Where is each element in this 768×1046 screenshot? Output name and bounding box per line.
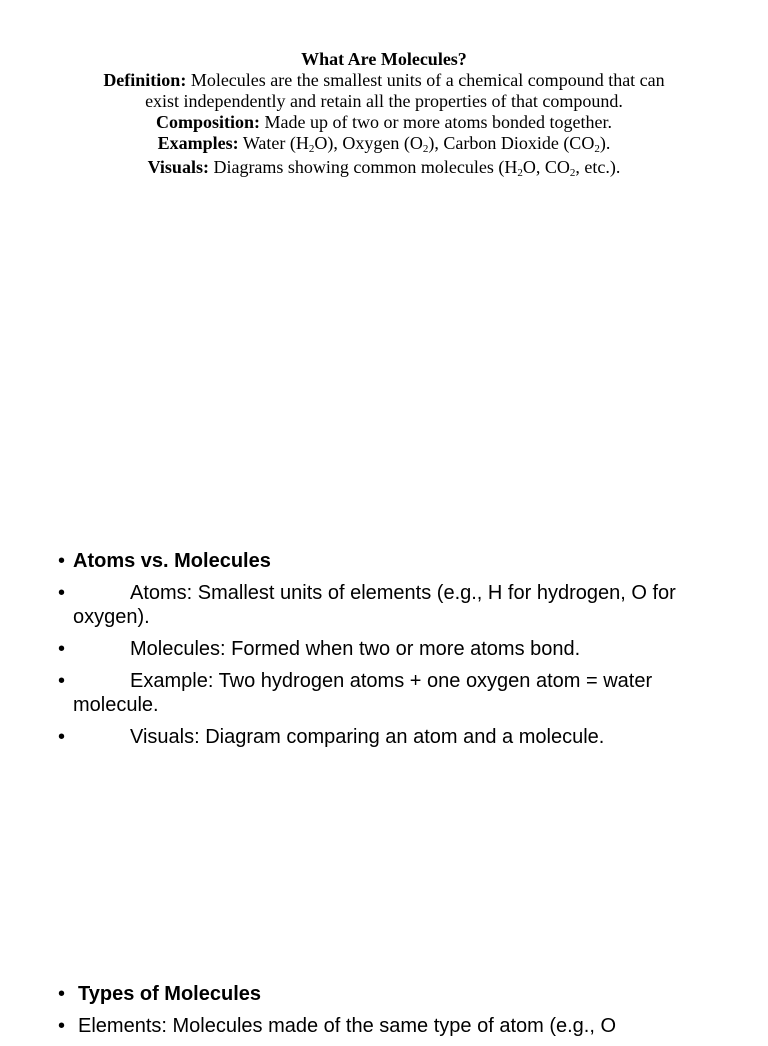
- examples-text-2: O), Oxygen (O: [314, 133, 423, 153]
- list-item: [58, 725, 718, 749]
- list-heading: Atoms vs. Molecules: [73, 550, 271, 572]
- composition-text: Made up of two or more atoms bonded together.: [260, 112, 612, 132]
- subscript: 2: [422, 143, 429, 155]
- examples-text-1: Water (H: [238, 133, 309, 153]
- list-item-text: Example: Two hydrogen atoms + one oxygen atom = water molecule.: [73, 670, 653, 716]
- visuals-text-2: O, CO: [522, 157, 570, 177]
- bullet-icon: •: [58, 638, 66, 660]
- list-item-text: Visuals: Diagram comparing an atom and a molecule.: [130, 726, 605, 748]
- subscript: 2: [517, 167, 523, 179]
- bullet-icon: •: [58, 726, 66, 748]
- visuals-paragraph: [100, 157, 668, 181]
- list-item: [58, 1014, 718, 1038]
- bullet-icon: •: [58, 1015, 66, 1037]
- visuals-text-1: Diagrams showing common molecules (H: [208, 157, 518, 177]
- visuals-label: Visuals:: [147, 157, 209, 177]
- examples-text-3: ), Carbon Dioxide (CO: [428, 133, 595, 153]
- list-item-text: Molecules: Formed when two or more atoms bond.: [130, 638, 581, 660]
- list-item-text: Atoms: Smallest units of elements (e.g., H for hydrogen, O for oxygen).: [73, 582, 676, 628]
- list-item: [58, 581, 718, 629]
- composition-paragraph: [100, 112, 668, 133]
- section-title: What Are Molecules?: [301, 49, 467, 69]
- molecules-definition-section: [100, 49, 668, 181]
- examples-paragraph: [100, 133, 668, 157]
- list-heading: Types of Molecules: [78, 983, 262, 1005]
- bullet-icon: •: [58, 983, 66, 1005]
- visuals-text-3: , etc.).: [575, 157, 621, 177]
- bullet-icon: •: [58, 582, 66, 604]
- examples-label: Examples:: [157, 133, 239, 153]
- list-item: [58, 669, 718, 717]
- types-of-molecules-list: [58, 982, 718, 1046]
- definition-paragraph: [100, 70, 668, 112]
- subscript: 2: [594, 143, 600, 155]
- definition-label: Definition:: [103, 70, 187, 90]
- subscript: 2: [569, 167, 576, 179]
- examples-text-4: ).: [599, 133, 611, 153]
- composition-label: Composition:: [156, 112, 261, 132]
- atoms-vs-molecules-list: [58, 549, 718, 757]
- list-item: [58, 637, 718, 661]
- list-heading-item: [58, 982, 718, 1006]
- definition-text: Molecules are the smallest units of a chemical compound that can exist independently and retain all the properties of that compound.: [145, 70, 665, 111]
- subscript: 2: [308, 143, 315, 155]
- bullet-icon: •: [58, 670, 66, 692]
- list-heading-item: [58, 549, 718, 573]
- bullet-icon: •: [58, 550, 66, 572]
- list-item-text: Elements: Molecules made of the same type of atom (e.g., O: [78, 1015, 617, 1037]
